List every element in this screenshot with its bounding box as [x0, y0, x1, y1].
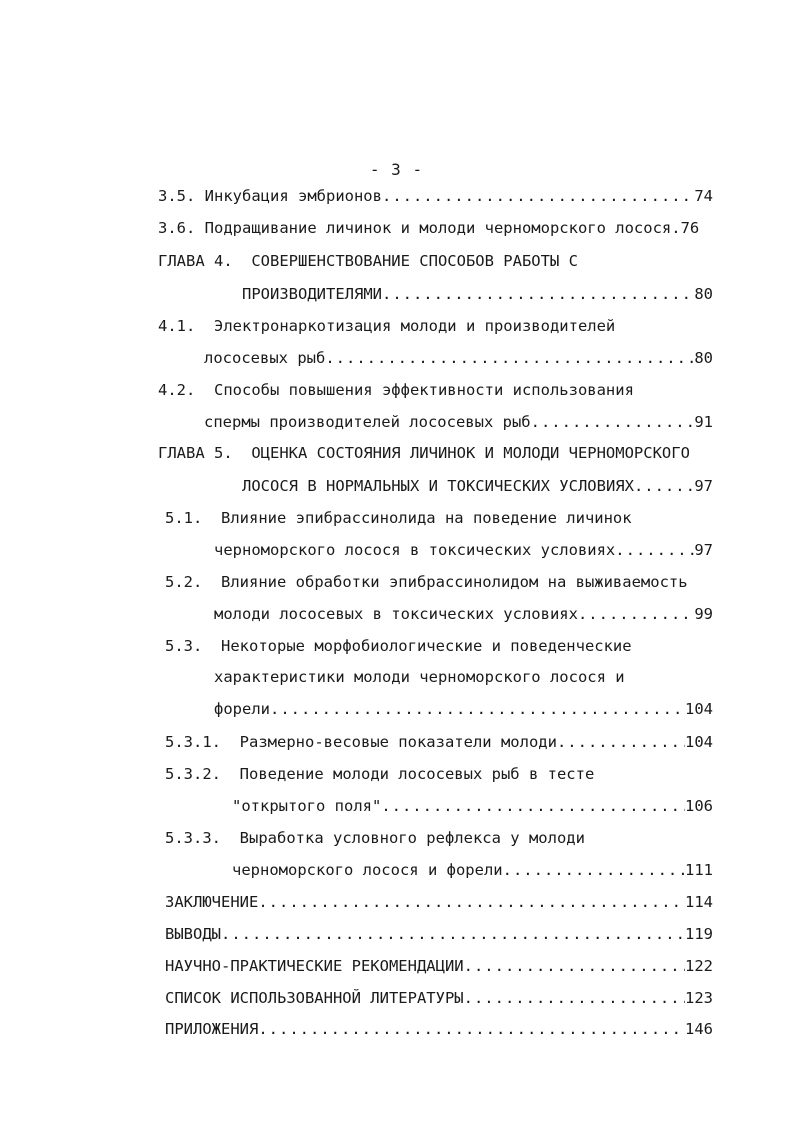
toc-entry-5-1-cont: [214, 538, 713, 562]
toc-entry-recommendations: [165, 954, 713, 978]
toc-page: 106: [685, 797, 713, 815]
toc-title-cont: форели: [214, 700, 270, 718]
toc-number: 5.3.2.: [165, 765, 221, 783]
toc-title-cont: характеристики молоди черноморского лосося и: [214, 668, 625, 686]
toc-page: 146: [685, 1020, 713, 1038]
toc-page: 119: [685, 925, 713, 943]
toc-title: СОВЕРШЕНСТВОВАНИЕ СПОСОБОВ РАБОТЫ С: [251, 252, 578, 270]
toc-page: 74: [694, 187, 713, 205]
toc-title: Размерно-весовые показатели молоди: [239, 733, 557, 751]
toc-title: Некоторые морфобиологические и поведенческие: [221, 637, 632, 655]
toc-number: 5.2.: [165, 573, 203, 591]
toc-title: Подращивание личинок и молоди черноморского лосося.: [204, 219, 681, 237]
toc-page: 122: [685, 957, 713, 975]
toc-page: 114: [685, 893, 713, 911]
toc-entry-5-2: [165, 570, 688, 594]
toc-title: НАУЧНО-ПРАКТИЧЕСКИЕ РЕКОМЕНДАЦИИ: [165, 957, 464, 975]
toc-entry-3-6: [158, 216, 718, 240]
toc-entry-conclusion: [165, 890, 713, 914]
toc-title-cont: ЛОСОСЯ В НОРМАЛЬНЫХ И ТОКСИЧЕСКИХ УСЛОВИЯХ: [242, 477, 634, 495]
toc-page: 97: [694, 477, 713, 495]
toc-entry-5-3-cont: [214, 665, 625, 689]
toc-entry-5-1: [165, 506, 632, 530]
toc-page: 76: [680, 219, 700, 237]
toc-number: 4.1.: [158, 317, 196, 335]
toc-entry-4-2-cont: [204, 410, 713, 434]
toc-entry-5-3: [165, 634, 632, 658]
toc-entry-5-3-2-cont: [232, 794, 713, 818]
toc-title: Инкубация эмбрионов: [204, 187, 382, 205]
toc-entry-4-1: [158, 314, 615, 338]
toc-number: 5.1.: [165, 509, 203, 527]
toc-page: 97: [694, 541, 713, 559]
toc-number: ГЛАВА 5.: [158, 444, 233, 462]
toc-title: Влияние эпибрассинолида на поведение личинок: [221, 509, 632, 527]
toc-entry-5-3-1: [165, 730, 713, 754]
toc-entry-appendices: [165, 1017, 713, 1041]
toc-number: 5.3.3.: [165, 829, 221, 847]
toc-entry-3-5: [158, 184, 713, 208]
toc-page: 104: [685, 700, 713, 718]
toc-number: 5.3.1.: [165, 733, 221, 751]
toc-title: Способы повышения эффективности использования: [214, 381, 634, 399]
toc-entry-5-3-3: [165, 826, 585, 850]
toc-entry-5-3-3-cont: [232, 858, 713, 882]
toc-title: ЗАКЛЮЧЕНИЕ: [165, 893, 259, 911]
toc-number: 3.5.: [158, 187, 196, 205]
toc-title: Влияние обработки эпибрассинолидом на выживаемость: [221, 573, 688, 591]
toc-entry-4-2: [158, 378, 634, 402]
toc-number: ГЛАВА 4.: [158, 252, 233, 270]
toc-page: 111: [685, 861, 713, 879]
toc-number: 4.2.: [158, 381, 196, 399]
page-number: - 3 -: [369, 160, 424, 179]
toc-number: 3.6.: [158, 219, 196, 237]
toc-title-cont: молоди лососевых в токсических условиях: [214, 605, 578, 623]
toc-entry-5-3-2: [165, 762, 594, 786]
toc-entry-5-2-cont: [214, 602, 713, 626]
toc-entry-references: [165, 986, 713, 1010]
toc-title-cont: "открытого поля": [232, 797, 382, 815]
toc-title: Поведение молоди лососевых рыб в тесте: [239, 765, 595, 783]
toc-title-cont: ПРОИЗВОДИТЕЛЯМИ: [242, 285, 382, 303]
toc-page: 80: [694, 285, 713, 303]
toc-chapter-4-cont: [242, 282, 713, 306]
toc-number: 5.3.: [165, 637, 203, 655]
toc-page: 91: [694, 413, 713, 431]
toc-title: ОЦЕНКА СОСТОЯНИЯ ЛИЧИНОК И МОЛОДИ ЧЕРНОМОРСКОГО: [251, 444, 690, 462]
toc-title-cont: лососевых рыб: [204, 349, 326, 367]
toc-page: 80: [694, 349, 713, 367]
toc-title: ВЫВОДЫ: [165, 925, 221, 943]
toc-title-cont: черноморского лосося и форели: [232, 861, 503, 879]
toc-page: 104: [685, 733, 713, 751]
toc-entry-5-3-cont2: [214, 697, 713, 721]
toc-chapter-4: [158, 249, 578, 273]
toc-chapter-5-cont: [242, 474, 713, 498]
toc-title-cont: черноморского лосося в токсических условиях: [214, 541, 616, 559]
toc-page: 123: [685, 989, 713, 1007]
toc-entry-findings: [165, 922, 713, 946]
toc-title-cont: спермы производителей лососевых рыб: [204, 413, 531, 431]
toc-title: ПРИЛОЖЕНИЯ: [165, 1020, 259, 1038]
toc-title: СПИСОК ИСПОЛЬЗОВАННОЙ ЛИТЕРАТУРЫ: [165, 989, 464, 1007]
toc-entry-4-1-cont: [204, 346, 713, 370]
toc-title: Выработка условного рефлекса у молоди: [239, 829, 585, 847]
toc-chapter-5: [158, 441, 690, 465]
toc-title: Электронаркотизация молоди и производителей: [214, 317, 616, 335]
toc-page: 99: [694, 605, 713, 623]
